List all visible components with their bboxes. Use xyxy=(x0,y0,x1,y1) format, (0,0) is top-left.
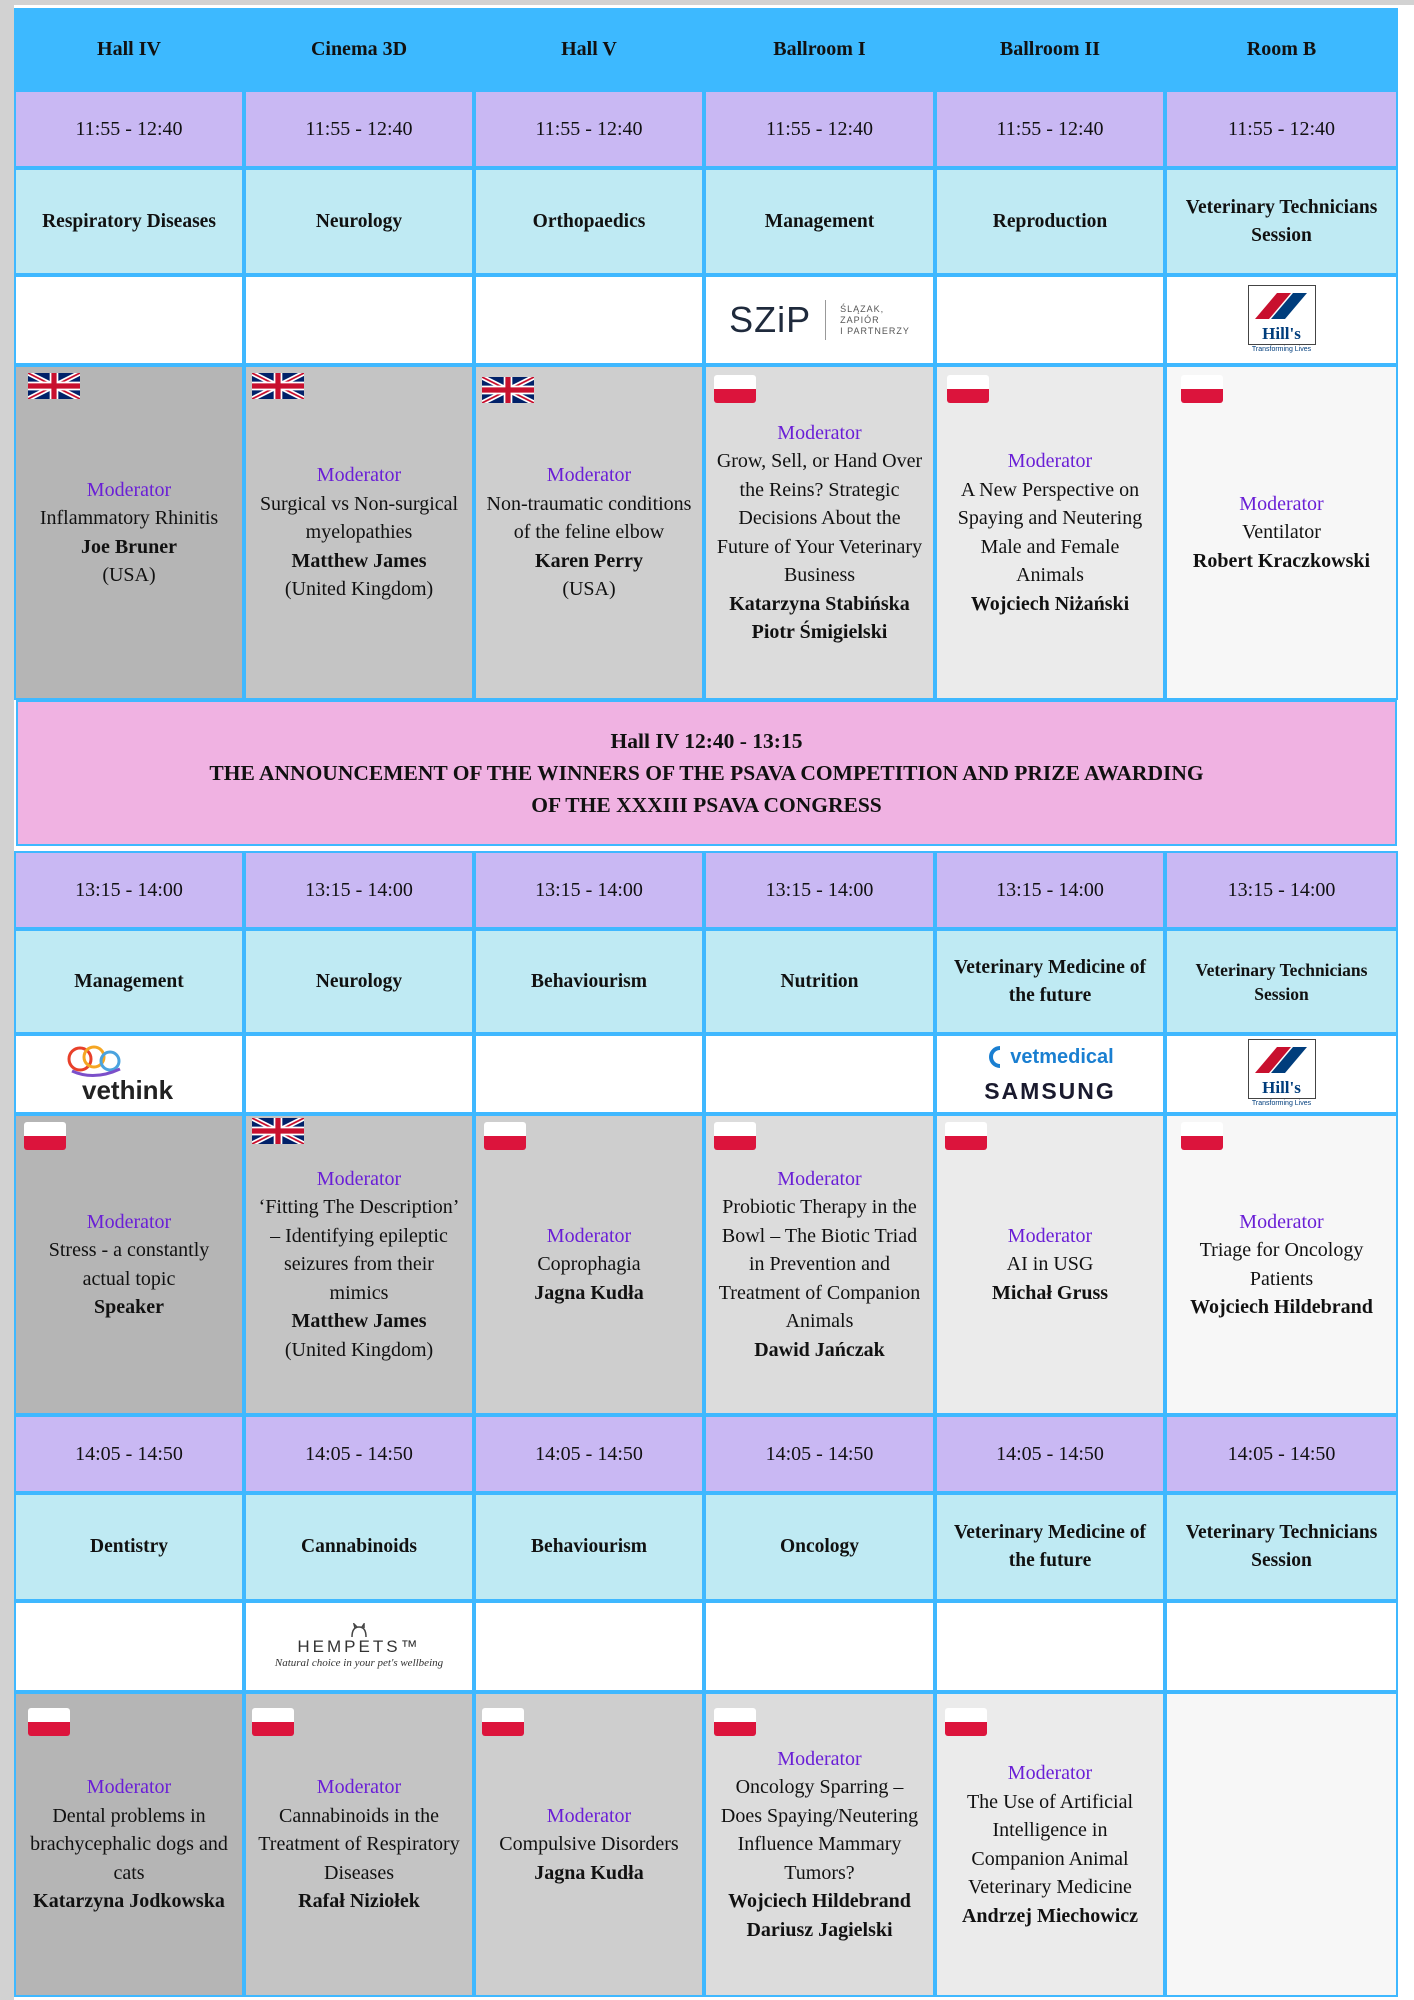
poland-flag-icon xyxy=(252,1708,294,1736)
category-row xyxy=(14,1493,1398,1601)
session-category: Veterinary Medicine of the future xyxy=(935,929,1165,1034)
talk-title: Coprophagia xyxy=(537,1253,641,1276)
speaker-name: Joe Bruner xyxy=(80,535,178,558)
speaker-name: Katarzyna Jodkowska xyxy=(33,1890,225,1913)
hills-logo-tagline: Transforming Lives xyxy=(1251,1100,1312,1107)
speaker-name: Wojciech Hildebrand xyxy=(1190,1296,1373,1318)
talk-cell xyxy=(14,1114,244,1415)
time-slot: 14:05 - 14:50 xyxy=(935,1415,1165,1493)
poland-flag-icon xyxy=(24,1122,66,1150)
time-slot: 14:05 - 14:50 xyxy=(244,1415,474,1493)
poland-flag-icon xyxy=(945,1708,987,1736)
moderator-label: Moderator xyxy=(546,464,632,487)
sponsor-cell xyxy=(935,275,1165,365)
moderator-label: Moderator xyxy=(1239,492,1324,515)
time-slot: 11:55 - 12:40 xyxy=(474,90,704,168)
speaker-name: Katarzyna Stabińska xyxy=(729,592,910,615)
sponsor-cell xyxy=(704,1601,935,1692)
poland-flag-icon xyxy=(714,375,756,403)
poland-flag-icon xyxy=(714,1122,756,1150)
talk-title: Non-traumatic conditions of the feline elbow xyxy=(486,492,692,544)
time-slot: 11:55 - 12:40 xyxy=(935,90,1165,168)
category-row xyxy=(14,929,1398,1034)
hempets-logo xyxy=(275,1623,443,1671)
time-slot: 13:15 - 14:00 xyxy=(14,851,244,929)
moderator-label: Moderator xyxy=(1239,1210,1324,1233)
session-category: Orthopaedics xyxy=(474,168,704,275)
speaker-name: Matthew James xyxy=(291,549,427,572)
hall-header: Cinema 3D xyxy=(244,8,474,90)
uk-flag-icon xyxy=(252,1116,304,1146)
hempets-logo-text: HEMPETS™ xyxy=(297,1636,421,1656)
talk-title: Triage for Oncology Patients xyxy=(1199,1239,1364,1290)
speaker-name: Andrzej Miechowicz xyxy=(961,1904,1139,1927)
talk-cell xyxy=(14,365,244,700)
talk-title: Stress - a constantly actual topic xyxy=(48,1239,210,1290)
talk-cell xyxy=(474,1692,704,1997)
talk-row xyxy=(14,1692,1398,1997)
szip-logo-sub: ZAPIÓR xyxy=(840,314,880,325)
szip-logo-text: SZiP xyxy=(729,299,812,340)
session-category: Veterinary Technicians Session xyxy=(1165,929,1398,1034)
hall-header-row xyxy=(14,8,1398,90)
speaker-country: (United Kingdom) xyxy=(284,578,434,601)
sponsor-cell xyxy=(244,275,474,365)
uk-flag-icon xyxy=(252,371,304,401)
talk-title: A New Perspective on Spaying and Neutering Male and Female Animals xyxy=(957,478,1143,586)
time-row xyxy=(14,1415,1398,1493)
time-slot: 14:05 - 14:50 xyxy=(474,1415,704,1493)
speaker-name: Dawid Jańczak xyxy=(754,1338,885,1361)
hempets-logo-tagline: Natural choice in your pet's wellbeing xyxy=(274,1656,444,1669)
time-row xyxy=(14,90,1398,168)
time-slot: 13:15 - 14:00 xyxy=(244,851,474,929)
talk-title: ‘Fitting The Description’ – Identifying epileptic seizures from their mimics xyxy=(258,1196,460,1304)
hills-logo-tagline: Transforming Lives xyxy=(1251,346,1312,353)
session-category: Management xyxy=(14,929,244,1034)
speaker-name: Robert Kraczkowski xyxy=(1192,549,1371,572)
session-category: Neurology xyxy=(244,929,474,1034)
speaker-name: Jagna Kudła xyxy=(534,1861,644,1884)
session-category: Veterinary Technicians Session xyxy=(1165,168,1398,275)
announcement-time: Hall IV 12:40 - 13:15 xyxy=(610,729,803,753)
moderator-label: Moderator xyxy=(86,1210,172,1233)
speaker-name: Rafał Niziołek xyxy=(298,1890,420,1913)
time-slot: 14:05 - 14:50 xyxy=(1165,1415,1398,1493)
moderator-label: Moderator xyxy=(1007,1224,1093,1247)
vethink-logo-text: vethink xyxy=(82,1075,174,1105)
time-slot: 13:15 - 14:00 xyxy=(1165,851,1398,929)
poland-flag-icon xyxy=(947,375,989,403)
hall-header: Ballroom I xyxy=(704,8,935,90)
moderator-label: Moderator xyxy=(1007,450,1093,472)
time-slot: 11:55 - 12:40 xyxy=(1165,90,1398,168)
poland-flag-icon xyxy=(28,1708,70,1736)
speaker-name: Wojciech Niżański xyxy=(970,592,1130,615)
sponsor-cell xyxy=(244,1601,474,1692)
time-slot: 11:55 - 12:40 xyxy=(14,90,244,168)
poland-flag-icon xyxy=(482,1708,524,1736)
time-slot: 13:15 - 14:00 xyxy=(704,851,935,929)
talk-title: Compulsive Disorders xyxy=(499,1833,679,1856)
moderator-label: Moderator xyxy=(1007,1762,1093,1784)
moderator-label: Moderator xyxy=(777,1747,862,1770)
vethink-logo xyxy=(64,1041,194,1107)
hills-logo xyxy=(1248,1039,1316,1109)
speaker-name: Dariusz Jagielski xyxy=(746,1918,893,1941)
poland-flag-icon xyxy=(1181,1122,1223,1150)
time-slot: 14:05 - 14:50 xyxy=(704,1415,935,1493)
talk-title: Surgical vs Non-surgical myelopathies xyxy=(259,492,459,544)
session-category: Dentistry xyxy=(14,1493,244,1601)
sponsor-cell xyxy=(244,1034,474,1114)
sponsor-cell xyxy=(14,1601,244,1692)
vetmedical-logo-text: vetmedical xyxy=(1010,1046,1114,1068)
sponsor-row xyxy=(14,275,1398,365)
talk-title: Cannabinoids in the Treatment of Respiratory Diseases xyxy=(258,1804,460,1884)
moderator-label: Moderator xyxy=(316,1167,402,1190)
moderator-label: Moderator xyxy=(777,1167,862,1190)
talk-title: Dental problems in brachycephalic dogs and cats xyxy=(30,1804,228,1884)
szip-logo-sub: ŚLĄZAK, xyxy=(840,303,885,314)
sponsor-cell xyxy=(1165,1034,1398,1114)
sponsor-cell xyxy=(704,1034,935,1114)
talk-cell xyxy=(935,365,1165,700)
talk-cell xyxy=(474,365,704,700)
poland-flag-icon xyxy=(484,1122,526,1150)
talk-cell xyxy=(704,1114,935,1415)
hills-logo-text: Hill's xyxy=(1262,1078,1301,1097)
speaker-name: Speaker xyxy=(94,1296,164,1318)
hall-header: Ballroom II xyxy=(935,8,1165,90)
hills-logo-text: Hill's xyxy=(1262,324,1301,343)
sponsor-cell xyxy=(1165,275,1398,365)
uk-flag-icon xyxy=(482,375,534,405)
szip-logo xyxy=(729,300,910,340)
talk-cell xyxy=(244,365,474,700)
session-category: Nutrition xyxy=(704,929,935,1034)
samsung-logo-text: SAMSUNG xyxy=(984,1078,1116,1104)
session-category: Oncology xyxy=(704,1493,935,1601)
talk-title: AI in USG xyxy=(1006,1253,1094,1276)
moderator-label: Moderator xyxy=(86,478,172,501)
talk-title: Inflammatory Rhinitis xyxy=(39,507,219,529)
session-category: Respiratory Diseases xyxy=(14,168,244,275)
talk-cell xyxy=(935,1692,1165,1997)
speaker-name: Michał Gruss xyxy=(991,1281,1109,1304)
sponsor-cell xyxy=(1165,1601,1398,1692)
talk-title: Oncology Sparring – Does Spaying/Neutering Influence Mammary Tumors? xyxy=(720,1776,919,1884)
time-slot: 11:55 - 12:40 xyxy=(704,90,935,168)
talk-cell xyxy=(704,365,935,700)
sponsor-cell xyxy=(935,1601,1165,1692)
time-slot: 11:55 - 12:40 xyxy=(244,90,474,168)
speaker-country: (USA) xyxy=(102,564,156,586)
talk-title: Grow, Sell, or Hand Over the Reins? Strategic Decisions About the Future of Your Veterinary Business xyxy=(716,450,923,586)
session-category: Behaviourism xyxy=(474,1493,704,1601)
speaker-name: Jagna Kudła xyxy=(534,1281,644,1304)
time-slot: 13:15 - 14:00 xyxy=(935,851,1165,929)
speaker-country: (USA) xyxy=(562,578,616,601)
session-category: Veterinary Medicine of the future xyxy=(935,1493,1165,1601)
announcement-text: THE ANNOUNCEMENT OF THE WINNERS OF THE PSAVA COMPETITION AND PRIZE AWARDING xyxy=(209,761,1204,785)
moderator-label: Moderator xyxy=(316,464,402,487)
sponsor-cell xyxy=(474,1601,704,1692)
poland-flag-icon xyxy=(714,1708,756,1736)
speaker-name: Matthew James xyxy=(291,1310,427,1333)
poland-flag-icon xyxy=(945,1122,987,1150)
sponsor-cell xyxy=(935,1034,1165,1114)
uk-flag-icon xyxy=(28,371,80,401)
talk-cell xyxy=(474,1114,704,1415)
sponsor-cell xyxy=(704,275,935,365)
speaker-country: (United Kingdom) xyxy=(284,1338,434,1361)
talk-row xyxy=(14,365,1398,700)
sponsor-cell xyxy=(474,275,704,365)
hall-header: Hall V xyxy=(474,8,704,90)
talk-title: Ventilator xyxy=(1242,521,1321,544)
time-slot: 14:05 - 14:50 xyxy=(14,1415,244,1493)
talk-cell xyxy=(244,1692,474,1997)
talk-row xyxy=(14,1114,1398,1415)
time-row xyxy=(14,851,1398,929)
talk-cell-empty xyxy=(1165,1692,1398,1997)
moderator-label: Moderator xyxy=(777,421,862,444)
vetmedical-samsung-logo xyxy=(984,1043,1116,1105)
session-category: Cannabinoids xyxy=(244,1493,474,1601)
speaker-name: Wojciech Hildebrand xyxy=(728,1890,911,1913)
szip-logo-sub: I PARTNERZY xyxy=(840,325,910,336)
talk-title: The Use of Artificial Intelligence in Companion Animal Veterinary Medicine xyxy=(966,1790,1134,1898)
announcement-text: OF THE XXXIII PSAVA CONGRESS xyxy=(531,793,882,817)
session-category: Management xyxy=(704,168,935,275)
talk-cell xyxy=(704,1692,935,1997)
speaker-name: Karen Perry xyxy=(535,549,643,572)
session-category: Reproduction xyxy=(935,168,1165,275)
speaker-name: Piotr Śmigielski xyxy=(751,621,888,643)
sponsor-cell xyxy=(474,1034,704,1114)
hall-header: Hall IV xyxy=(14,8,244,90)
sponsor-row xyxy=(14,1034,1398,1114)
session-category: Veterinary Technicians Session xyxy=(1165,1493,1398,1601)
talk-cell xyxy=(14,1692,244,1997)
announcement-banner xyxy=(16,700,1397,846)
moderator-label: Moderator xyxy=(316,1776,402,1799)
talk-cell xyxy=(1165,365,1398,700)
time-slot: 13:15 - 14:00 xyxy=(474,851,704,929)
sponsor-row xyxy=(14,1601,1398,1692)
talk-cell xyxy=(244,1114,474,1415)
talk-cell xyxy=(935,1114,1165,1415)
moderator-label: Moderator xyxy=(546,1804,632,1827)
sponsor-cell xyxy=(14,1034,244,1114)
category-row xyxy=(14,168,1398,275)
hall-header: Room B xyxy=(1165,8,1398,90)
talk-title: Probiotic Therapy in the Bowl – The Biotic Triad in Prevention and Treatment of Companion Animals xyxy=(718,1196,921,1333)
talk-cell xyxy=(1165,1114,1398,1415)
session-category: Neurology xyxy=(244,168,474,275)
hills-logo xyxy=(1248,285,1316,355)
moderator-label: Moderator xyxy=(86,1776,172,1799)
session-category: Behaviourism xyxy=(474,929,704,1034)
vetmedical-icon xyxy=(986,1045,1008,1069)
poland-flag-icon xyxy=(1181,375,1223,403)
sponsor-cell xyxy=(14,275,244,365)
moderator-label: Moderator xyxy=(546,1224,632,1247)
